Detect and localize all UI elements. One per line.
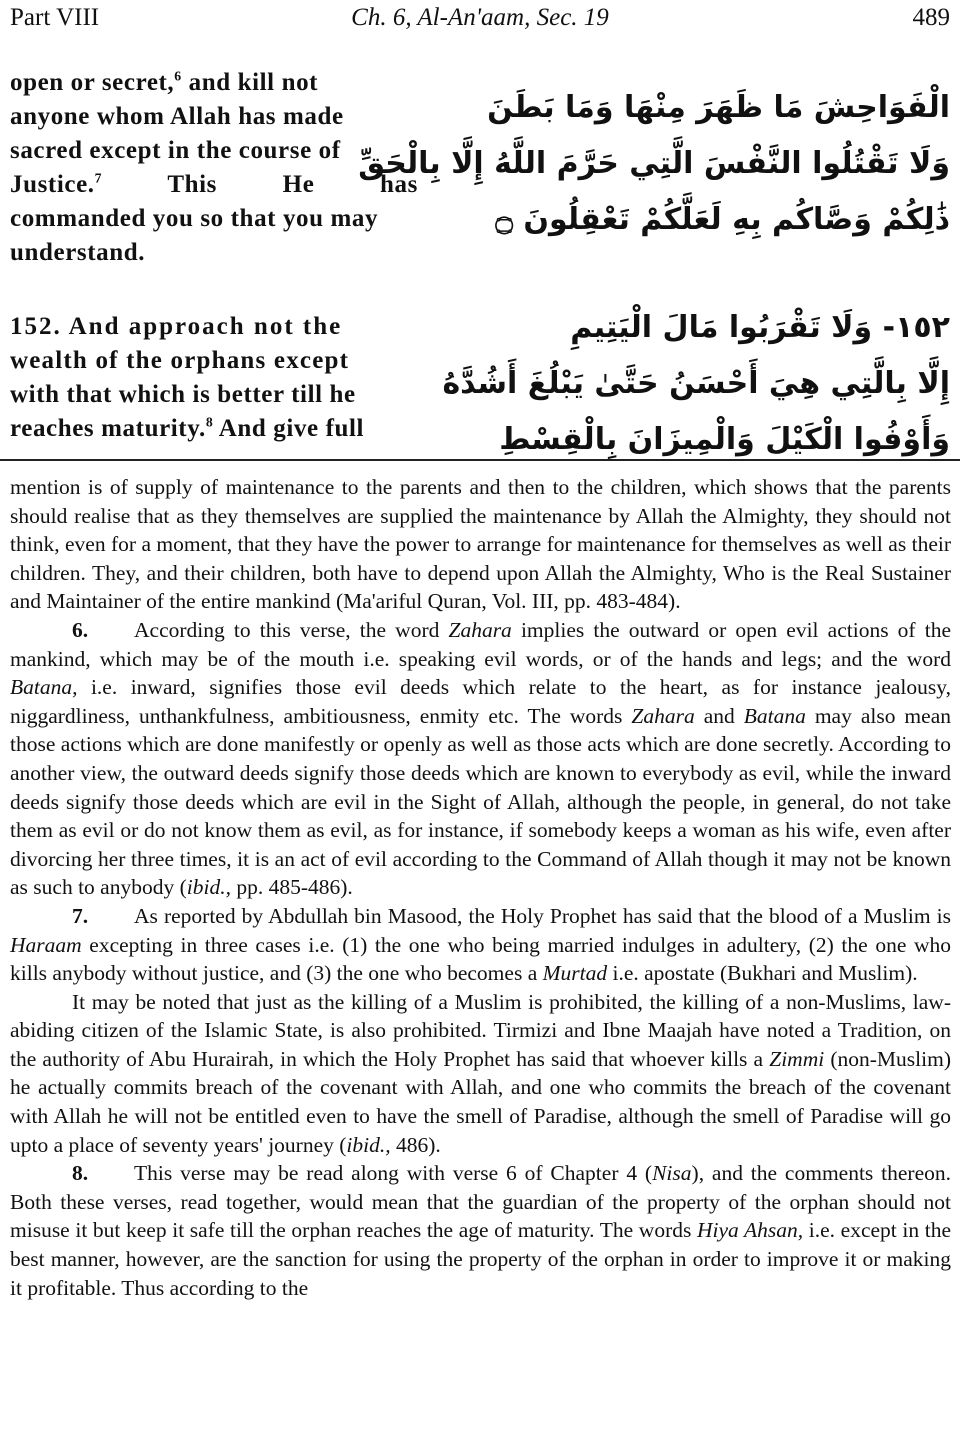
note-7-continued: It may be noted that just as the killing of a Muslim is prohibited, the killing of a non-Muslims, law-abiding citizen of the Islamic State, is also prohibited. Tirmizi and Ibne Maajah have noted a Tradition, on the authority of Abu Hurairah, in which the Holy Prophet has said that whoever kills a Zimmi (non-Muslim) he actually commits breach of the covenant with Allah, and one who commits the breach of the covenant with Allah he will not be entitled even to have the smell of Paradise, although the smell of Paradise will go upto a place of seventy years' journey (ibid., 486). (10, 989, 951, 1157)
translation-verse-152 (10, 310, 418, 446)
page-number: 489 (912, 4, 950, 31)
commentary-notes (10, 473, 951, 1302)
note-7: 7. As reported by Abdullah bin Masood, the Holy Prophet has said that the blood of a Muslim is Haraam excepting in three cases i.e. (1) the one who being married indulges in adultery, (2) the one who kills anybody without justice, and (3) the one who becomes a Murtad i.e. apostate (Bukhari and Muslim). (10, 903, 951, 986)
arabic-line: ذَٰلِكُمْ وَصَّاكُم بِهِ لَعَلَّكُمْ تَعْقِلُونَ ۝ (495, 202, 950, 237)
footnote-ref-6: 6 (174, 68, 182, 84)
translation-line: sacred except in the course of (10, 137, 341, 164)
translation-line: 152. And approach not the (10, 313, 343, 340)
translation-line: wealth of the orphans except (10, 347, 350, 374)
translation-line: open or secret,$^6$ and kill not (10, 68, 319, 96)
chapter-label: Ch. 6, Al-An'aam, Sec. 19 (351, 4, 609, 31)
running-header (10, 2, 950, 38)
section-divider (0, 459, 960, 461)
translation-line: with that which is better till he (10, 381, 356, 408)
translation-line: understand. (10, 239, 146, 266)
arabic-line: إِلَّا بِالَّتِي هِيَ أَحْسَنُ حَتَّىٰ يَبْلُغَ أَشُدَّهُ (442, 366, 950, 401)
arabic-line: الْفَوَاحِشَ مَا ظَهَرَ مِنْهَا وَمَا بَطَنَ (487, 90, 950, 125)
arabic-line: وَأَوْفُوا الْكَيْلَ وَالْمِيزَانَ بِالْقِسْطِ (499, 422, 950, 457)
arabic-line: وَلَا تَقْتُلُوا النَّفْسَ الَّتِي حَرَّمَ اللَّهُ إِلَّا بِالْحَقِّ (358, 146, 950, 181)
translation-line: commanded you so that you may (10, 205, 379, 232)
note-8: 8. This verse may be read along with verse 6 of Chapter 4 (Nisa), and the comments thereon. Both these verses, read together, would mean that the guardian of the property of the orphan should not misuse it but keep it safe till the orphan reaches the age of maturity. The words Hiya Ahsan, i.e. except in the best manner, however, are the sanction for using the property of the orphan in order to improve it or making it profitable. Thus according to the (10, 1161, 952, 1300)
note-continuation: mention is of supply of maintenance to the parents and then to the children, which shows that the parents should realise that as they themselves are supplied the maintenance by Allah the Almighty, they should not think, even for a moment, that they have the power to arrange for maintenance for themselves as well as their children. They, and their children, both have to depend upon Allah the Almighty, Who is the Real Sustainer and Maintainer of the entire mankind (Ma'ariful Quran, Vol. III, pp. 483-484). (10, 475, 951, 614)
note-number: 7. (72, 903, 89, 928)
arabic-verse-151 (358, 80, 950, 248)
translation-line: Justice.$^7$ This He has (10, 170, 418, 198)
note-number: 6. (72, 617, 89, 642)
translation-line: reaches maturity.$^8$ And give full (10, 414, 365, 442)
translation-verse-151-end (10, 66, 418, 270)
arabic-line: ١٥٢- وَلَا تَقْرَبُوا مَالَ الْيَتِيمِ (570, 310, 950, 345)
footnote-ref-8: 8 (205, 414, 214, 430)
arabic-verse-152 (442, 300, 950, 468)
note-6: 6. According to this verse, the word Zahara implies the outward or open evil actions of the mankind, which may be of the mouth i.e. speaking evil words, or of the hands and legs; and the word Batana, i.e. inward, signifies those evil deeds which relate to the heart, as for instance jealousy, niggardliness, unthankfulness, ambitiousness, enmity etc. The words Zahara and Batana may also mean those actions which are done manifestly or openly as well as those acts which are done secretly. According to another view, the outward deeds signify those deeds which are known to everybody as evil, while the inward deeds signify those deeds which are evil in the Sight of Allah, although the people, in general, do not take them as evil or do not know them as evil, as for instance, if somebody keeps a woman as his wife, even after divorcing her three times, it is an act of evil according to the Command of Allah though it may not be known as such to anybody (ibid., pp. 485-486). (10, 617, 951, 900)
footnote-ref-7: 7 (94, 170, 103, 186)
part-label: Part VIII (10, 4, 100, 31)
note-number: 8. (72, 1161, 89, 1186)
translation-line: anyone whom Allah has made (10, 103, 344, 130)
